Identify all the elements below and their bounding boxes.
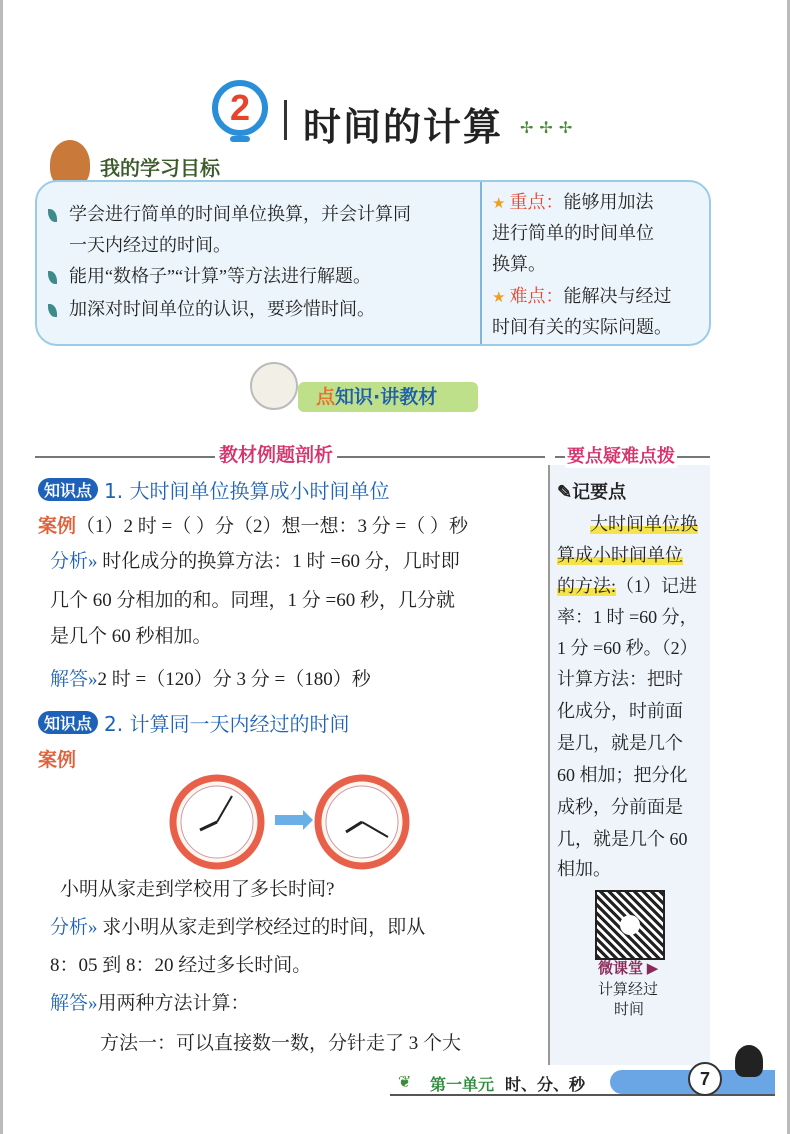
analysis-1: 分析» 时化成分的换算方法：1 时 =60 分，几时即 bbox=[50, 551, 460, 572]
case-1: 案例（1）2 时 =（ ）分（2）想一想：3 分 =（ ）秒 bbox=[38, 516, 468, 537]
page-number: 7 bbox=[688, 1062, 722, 1096]
qr-caption: 时间 bbox=[614, 1002, 645, 1018]
analysis-line: 几个 60 分相加的和。同理，1 分 =60 秒，几分就 bbox=[50, 590, 455, 611]
sidebar-title: 要点疑难点拨 bbox=[565, 442, 677, 468]
lesson-number-stand bbox=[230, 136, 250, 142]
title-divider bbox=[284, 100, 287, 140]
arrow-icon bbox=[275, 815, 303, 825]
clock-820 bbox=[318, 778, 406, 866]
difficult-point-line: 时间有关的实际问题。 bbox=[492, 317, 672, 337]
goal-item: 加深对时间单位的认识，要珍惜时间。 bbox=[48, 293, 375, 325]
tip-line: 的方法:（1）记进 bbox=[557, 576, 698, 596]
method-1: 方法一：可以直接数一数，分针走了 3 个大 bbox=[100, 1033, 462, 1054]
tip-line: 是几，就是几个 bbox=[557, 733, 683, 753]
goals-divider bbox=[480, 182, 482, 344]
page-title: 时间的计算 bbox=[303, 105, 504, 149]
goal-item: 学会进行简单的时间单位换算，并会计算同 bbox=[48, 198, 411, 230]
tip-line: 计算方法：把时 bbox=[557, 669, 683, 689]
key-point: ★ 重点：能够用加法 bbox=[492, 192, 654, 212]
tip-line: 算成小时间单位 bbox=[557, 545, 683, 565]
leaf-bullet-icon bbox=[48, 209, 57, 222]
key-point-line: 进行简单的时间单位 bbox=[492, 223, 654, 243]
tip-line: 几，就是几个 60 bbox=[557, 829, 688, 849]
knowledge-banner: 点知识·讲教材 bbox=[298, 382, 478, 412]
tip-line: 60 相加；把分化 bbox=[557, 765, 688, 785]
unit-label: 第一单元 bbox=[430, 1075, 495, 1094]
play-icon: ▶ bbox=[646, 961, 659, 977]
star-icon: ★ bbox=[492, 196, 506, 212]
section-title: 教材例题剖析 bbox=[215, 440, 337, 467]
note-title: ✎记要点 bbox=[557, 482, 627, 502]
sprout-icon: ✢✢✢ bbox=[520, 120, 579, 137]
dog-mascot-icon bbox=[250, 362, 298, 410]
cow-mascot-icon bbox=[735, 1045, 763, 1077]
knowledge-point-2: 知识点 2. 计算同一天内经过的时间 bbox=[38, 708, 349, 737]
leaf-icon: ❦ bbox=[398, 1074, 412, 1091]
goal-item: 能用“数格子”“计算”等方法进行解题。 bbox=[48, 260, 371, 292]
star-icon: ★ bbox=[492, 290, 506, 306]
analysis-line: 8：05 到 8：20 经过多长时间。 bbox=[50, 955, 312, 976]
unit-title: 时、分、秒 bbox=[505, 1075, 586, 1094]
knowledge-point-1: 知识点 1. 大时间单位换算成小时间单位 bbox=[38, 475, 389, 504]
leaf-bullet-icon bbox=[48, 304, 57, 317]
tip-line: 大时间单位换 bbox=[590, 514, 698, 534]
answer-2: 解答»用两种方法计算： bbox=[50, 993, 250, 1014]
micro-class-label[interactable]: 微课堂 ▶ bbox=[598, 961, 659, 977]
tip-line: 相加。 bbox=[557, 859, 611, 879]
clock-805 bbox=[173, 778, 261, 866]
question: 小明从家走到学校用了多长时间? bbox=[60, 879, 335, 900]
answer-1: 解答»2 时 =（120）分 3 分 =（180）秒 bbox=[50, 669, 371, 690]
footer-line bbox=[390, 1094, 775, 1096]
tip-line: 1 分 =60 秒。（2） bbox=[557, 638, 698, 658]
goal-item-cont: 一天内经过的时间。 bbox=[69, 235, 231, 255]
goals-heading: 我的学习目标 bbox=[100, 156, 220, 180]
key-point-line: 换算。 bbox=[492, 254, 546, 274]
pencil-icon: ✎ bbox=[557, 482, 573, 502]
difficult-point: ★ 难点：能解决与经过 bbox=[492, 286, 672, 306]
tip-line: 率：1 时 =60 分， bbox=[557, 607, 698, 627]
tip-line: 成秒，分前面是 bbox=[557, 797, 683, 817]
lesson-number: 2 bbox=[212, 80, 268, 136]
leaf-bullet-icon bbox=[48, 271, 57, 284]
tip-line: 化成分，时前面 bbox=[557, 701, 683, 721]
analysis-line: 是几个 60 秒相加。 bbox=[50, 626, 212, 647]
case-2-label: 案例 bbox=[38, 750, 77, 771]
analysis-2: 分析» 求小明从家走到学校经过的时间，即从 bbox=[50, 917, 426, 938]
qr-caption: 计算经过 bbox=[598, 982, 659, 998]
qr-avatar-icon bbox=[620, 915, 640, 935]
